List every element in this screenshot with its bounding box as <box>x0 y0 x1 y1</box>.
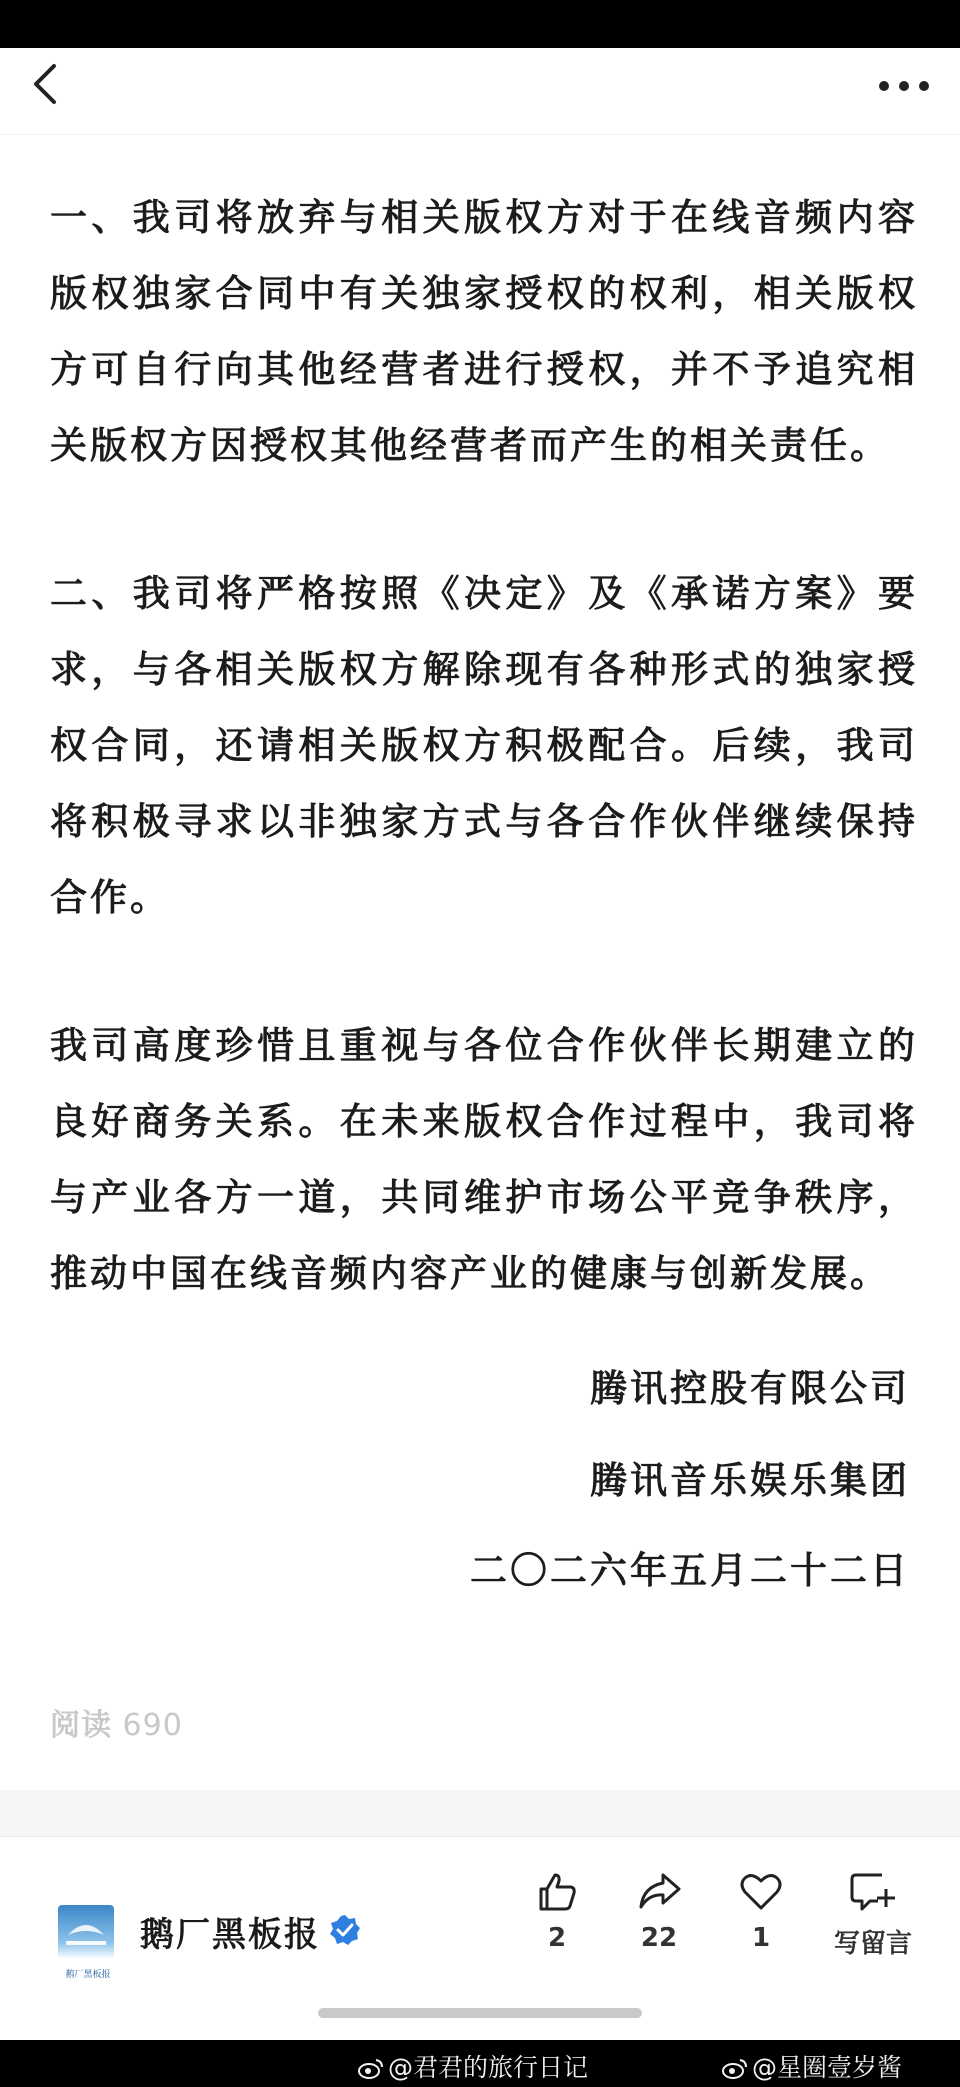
favorite-button[interactable] <box>716 1867 806 1953</box>
favorite-count: 1 <box>751 1923 771 1953</box>
signature-company-2: 腾讯音乐娱乐集团 <box>590 1459 910 1502</box>
article-paragraph-1: 一、我司将放弃与相关版权方对于在线音频内容版权独家合同中有关独家授权的权利，相关版权方可自行向其他经营者进行授权，并不予追究相关版权方因授权其他经营者而产生的相关责任。 <box>50 196 918 467</box>
share-arrow-icon <box>635 1867 683 1915</box>
read-count <box>50 1700 183 1744</box>
nav-bar <box>0 48 960 135</box>
share-count: 22 <box>640 1923 678 1953</box>
home-indicator <box>318 2008 642 2018</box>
logo-icon <box>58 1905 114 1959</box>
watermark-1-text: @君君的旅行日记 <box>388 2053 589 2082</box>
watermark-2-text: @星圈壹岁酱 <box>752 2053 903 2082</box>
article-paragraph-3: 我司高度珍惜且重视与各位合作伙伴长期建立的良好商务关系。在未来版权合作过程中，我司将与产业各方一道，共同维护市场公平竞争秩序，推动中国在线音频内容产业的健康与创新发展。 <box>50 1024 918 1295</box>
watermark-band <box>0 2040 960 2087</box>
verified-badge-icon <box>328 1913 362 1947</box>
weibo-icon <box>358 2057 384 2079</box>
account-name[interactable]: 鹅厂黑板报 <box>140 1915 320 1955</box>
status-bar <box>0 0 960 48</box>
more-button[interactable] <box>874 68 934 104</box>
read-count-value: 690 <box>122 1708 183 1743</box>
section-divider <box>0 1790 960 1836</box>
heart-icon <box>737 1867 785 1915</box>
article-paragraph-2: 二、我司将严格按照《决定》及《承诺方案》要求，与各相关版权方解除现有各种形式的独家授权合同，还请相关版权方积极配合。后续，我司将积极寻求以非独家方式与各合作伙伴继续保持合作。 <box>50 572 918 919</box>
watermark-1 <box>358 2048 588 2084</box>
write-comment-button[interactable] <box>818 1867 928 1960</box>
read-label: 阅读 <box>50 1708 112 1743</box>
write-comment-label: 写留言 <box>833 1929 912 1959</box>
more-dots-icon <box>874 68 934 104</box>
watermark-2 <box>722 2048 902 2084</box>
article-body <box>50 180 918 1384</box>
signature-date: 二〇二六年五月二十二日 <box>470 1549 910 1592</box>
back-button[interactable] <box>24 54 68 114</box>
account-avatar[interactable] <box>58 1905 114 1959</box>
like-count: 2 <box>547 1923 567 1953</box>
thumbs-up-icon <box>533 1867 581 1915</box>
signature-company-1: 腾讯控股有限公司 <box>590 1367 910 1410</box>
weibo-icon <box>722 2057 748 2079</box>
comment-add-icon <box>848 1867 898 1915</box>
chevron-left-icon <box>24 54 68 114</box>
share-button[interactable] <box>614 1867 704 1953</box>
like-button[interactable] <box>512 1867 602 1953</box>
avatar-caption: 鹅厂黑板报 <box>65 1970 111 1980</box>
